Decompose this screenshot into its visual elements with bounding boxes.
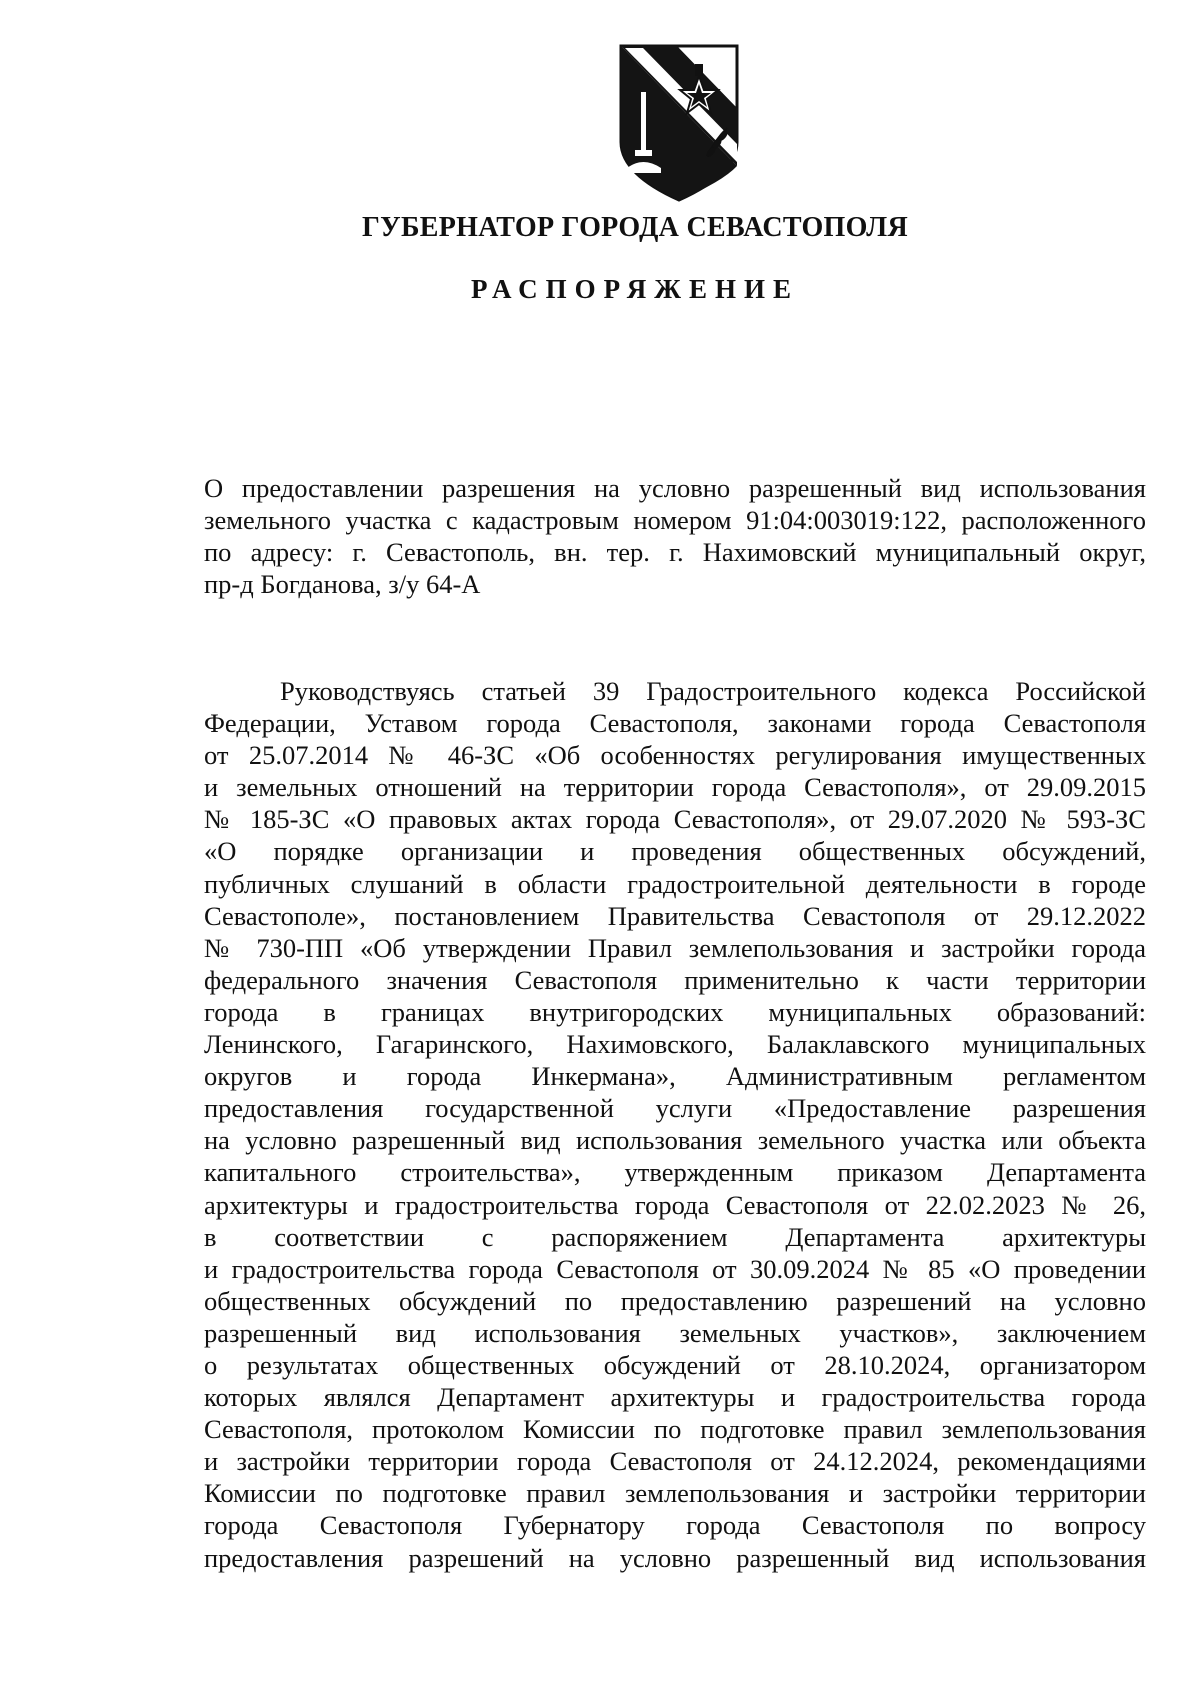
subject-line: земельного участка с кадастровым номером 91:04:003019:122, расположенного (204, 505, 1146, 535)
body-line: федерального значения Севастополя применительно к части территории (204, 964, 1146, 995)
coat-of-arms-icon (617, 44, 741, 202)
body-line: разрешенный вид использования земельных участков», заключением (204, 1317, 1146, 1348)
body-line: предоставления разрешений на условно разрешенный вид использования (204, 1542, 1146, 1573)
body-line: города Севастополя Губернатору города Севастополя по вопросу (204, 1510, 1146, 1541)
body-line: в соответствии с распоряжением Департамента архитектуры (204, 1221, 1146, 1252)
body-line: и застройки территории города Севастополя от 24.12.2024, рекомендациями (204, 1446, 1146, 1477)
body-line: архитектуры и градостроительства города Севастополя от 22.02.2023 № 26, (204, 1189, 1146, 1220)
body-line: на условно разрешенный вид использования земельного участка или объекта (204, 1125, 1146, 1156)
body-line: Ленинского, Гагаринского, Нахимовского, Балаклавского муниципальных (204, 1029, 1146, 1060)
subject-line: О предоставлении разрешения на условно разрешенный вид использования (204, 473, 1146, 503)
body-line: Комиссии по подготовке правил землепользования и застройки территории (204, 1478, 1146, 1509)
body-line: округов и города Инкермана», Административным регламентом (204, 1061, 1146, 1092)
document-subject (204, 472, 1146, 600)
body-line: о результатах общественных обсуждений от 28.10.2024, организатором (204, 1349, 1146, 1380)
body-line: и земельных отношений на территории города Севастополя», от 29.09.2015 (204, 772, 1146, 803)
body-line: города в границах внутригородских муниципальных образований: (204, 996, 1146, 1027)
body-line: № 730-ПП «Об утверждении Правил землепользования и застройки города (204, 932, 1146, 963)
body-line: Федерации, Уставом города Севастополя, законами города Севастополя (204, 708, 1146, 739)
document-body (204, 675, 1146, 1574)
document-type-heading: РАСПОРЯЖЕНИЕ (470, 274, 800, 304)
subject-line: пр-д Богданова, з/у 64-А (204, 569, 481, 599)
body-line: общественных обсуждений по предоставлению разрешений на условно (204, 1285, 1146, 1316)
body-line: публичных слушаний в области градостроительной деятельности в городе (204, 868, 1146, 899)
body-line: и градостроительства города Севастополя от 30.09.2024 № 85 «О проведении (204, 1253, 1146, 1284)
body-line: Севастополя, протоколом Комиссии по подготовке правил землепользования (204, 1414, 1146, 1445)
body-line: № 185-ЗС «О правовых актах города Севастополя», от 29.07.2020 № 593-ЗС (204, 804, 1146, 835)
body-line: Руководствуясь статьей 39 Градостроительного кодекса Российской (280, 676, 1146, 706)
body-line: Севастополе», постановлением Правительства Севастополя от 29.12.2022 (204, 900, 1146, 931)
body-line: предоставления государственной услуги «Предоставление разрешения (204, 1093, 1146, 1124)
subject-line: по адресу: г. Севастополь, вн. тер. г. Нахимовский муниципальный округ, (204, 537, 1146, 567)
body-line: от 25.07.2014 № 46-ЗС «Об особенностях регулирования имущественных (204, 740, 1146, 771)
organization-title: ГУБЕРНАТОР ГОРОДА СЕВАСТОПОЛЯ (362, 212, 908, 243)
body-line: капитального строительства», утвержденным приказом Департамента (204, 1157, 1146, 1188)
body-line: которых являлся Департамент архитектуры и градостроительства города (204, 1382, 1146, 1413)
body-line: «О порядке организации и проведения общественных обсуждений, (204, 836, 1146, 867)
